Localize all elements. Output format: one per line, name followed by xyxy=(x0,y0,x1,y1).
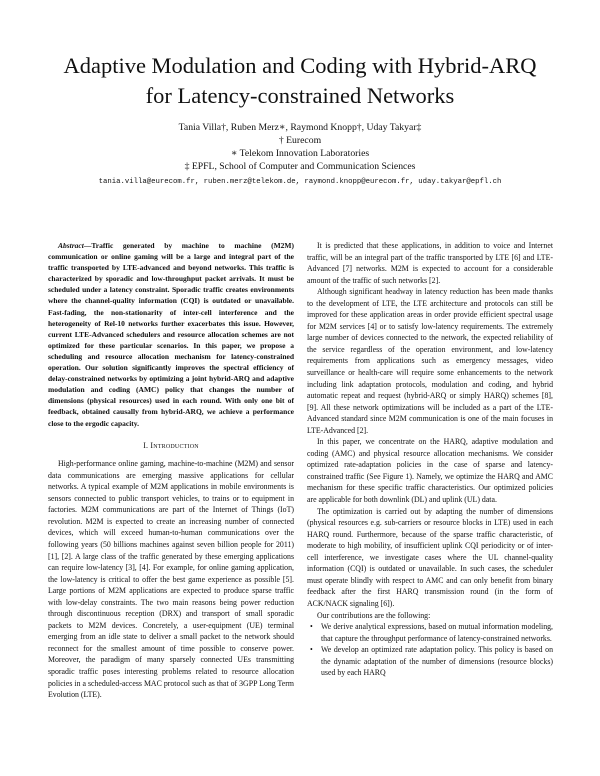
right-paragraph-1: It is predicted that these applications, in addition to voice and Internet traffic, will be an integral part of the traffic transported by LTE [6] and LTE-Advanced [7] networks. M2M is expected to account for a considerable amount of the traffic of such networks [2]. xyxy=(307,241,553,285)
bullet-icon: • xyxy=(310,645,313,655)
bullet-text: We develop an optimized rate adaptation policy. This policy is based on the dynamic adaptation of the number of dimensions (resource blocks) used by each HARQ xyxy=(321,645,553,678)
contributions-list xyxy=(307,621,553,679)
abstract-text: —Traffic generated by machine to machine (M2M) communication or online gaming will be a large and integral part of the traffic transported by LTE-advanced and beyond networks. This traffic is characterized by sporadic and low-throughput packet arrivals. It must be scheduled under a latency constraint. Sporadic traffic creates environments where the channel-quality information (CQI) is outdated or unavailable. Fast-fading, the non-stationarity of inter-cell interference and the heterogeneity of Rel-10 networks further exacerbates this issue. However, current LTE-Advanced schedulers and resource allocation schemes are not optimized for these particular scenarios. In this paper, we propose a scheduling and resource allocation mechanism for latency-constrained operation. Our solution significantly improves the spectral efficiency of delay-constrained networks by optimizing a joint hybrid-ARQ and adaptive modulation and coding (AMC) policy that changes the number of dimensions (physical resources) used in each round. With only one bit of feedback, obtained causally from hybrid-ARQ, we achieve a performance close to the ergodic capacity. xyxy=(48,241,294,428)
right-column xyxy=(307,240,553,679)
author-block xyxy=(20,121,580,189)
right-paragraph-4: The optimization is carried out by adapting the number of dimensions (physical resources e.g. sub-carriers or resource blocks in LTE) used in each HARQ round. Furthermore, because of the sparse traffic characteristic, of moderate to high mobility, of insufficient uplink CQI periodicity or of inter-cell interference, we investigate cases where the UL channel-quality information (CQI) is outdated or unavailable. In such cases, the scheduler must operate blindly with respect to AMC and can only benefit from binary feedback after the first HARQ transmission round (in the form of ACK/NACK signaling [6]). xyxy=(307,506,553,608)
list-item xyxy=(307,644,553,679)
title-line-1: Adaptive Modulation and Coding with Hybrid-ARQ xyxy=(63,53,537,78)
bullet-icon: • xyxy=(310,622,313,632)
abstract xyxy=(48,240,294,429)
contributions-intro: Our contributions are the following: xyxy=(317,610,431,620)
bullet-text: We derive analytical expressions, based on mutual information modeling, that capture the throughput performance of latency-constrained networks. xyxy=(321,622,553,643)
section-number: I. xyxy=(143,440,149,450)
author-emails: tania.villa@eurecom.fr, ruben.merz@telekom.de, raymond.knopp@eurecom.fr, uday.takyar@epfl.ch xyxy=(98,178,502,186)
intro-paragraph-1: High-performance online gaming, machine-to-machine (M2M) and sensor data communications are emerging massive applications for cellular networks. A typical example of M2M applications in mobile environments is sensors connected to public transport vehicles, to trains or to equipment in factories. M2M communications are part of the Internet of Things (IoT) revolution. M2M is expected to create an increasing number of connected devices, which will exceed human-to-human communications over the following years (50 billions machines against seven billion people for 2011) [1], [2]. A large class of the traffic generated by these emerging applications can require low-latency [3], [4]. For example, for online gaming application, the low-latency is critical to offer the best game experience as possible [5]. Large portions of M2M applications are expected to produce sparse traffic with low-delay constraints. The two main reasons being power reduction through discontinuous reception (DRX) and transport of small sporadic packets to M2M devices. Concretely, a user-equipment (UE) terminal emerging from an idle state to deliver a small packet to the network should reconnect for the smallest amount of time possible to conserve power. Moreover, the paradigm of many sparsely connected UEs transmitting sporadic traffic poses interesting problems related to resource allocation policies in a scheduled-access MAC protocol such as that of 3GPP Long Term Evolution (LTE). xyxy=(48,459,294,700)
left-column xyxy=(48,240,294,701)
author-names: Tania Villa†, Ruben Merz∗, Raymond Knopp†, Uday Takyar‡ xyxy=(178,122,422,133)
right-paragraph-2: Although significant headway in latency reduction has been made thanks to the development of LTE, the LTE architecture and protocols can still be improved for these application areas in order provide efficient spectral usage for M2M services [4] or to satisfy low-latency requirements. The extremely large number of devices connected to the network, the expected reliability of the service regardless of the operation environment, and low-latency requirements from applications such as emergency messages, video surveillance or health-care will require some enhancements to the network including link adaptation protocols, modulation and coding, and hybrid automatic repeat and request (hybrid-ARQ or simply HARQ) schemes [8], [9]. All these network optimizations will be included as a part of the LTE-Advanced standard since M2M communication is one of the main focuses in LTE-Advanced [2]. xyxy=(307,287,553,435)
paper-title xyxy=(20,51,580,111)
list-item xyxy=(307,621,553,644)
section-title: Introduction xyxy=(150,440,199,450)
affiliation-telekom: ∗ Telekom Innovation Laboratories xyxy=(230,148,370,159)
affiliation-epfl: ‡ EPFL, School of Computer and Communication Sciences xyxy=(184,161,416,172)
section-heading-introduction xyxy=(48,440,294,452)
abstract-label: Abstract xyxy=(58,241,84,250)
affiliation-eurecom: † Eurecom xyxy=(278,135,322,146)
title-line-2: for Latency-constrained Networks xyxy=(145,83,455,108)
right-paragraph-3: In this paper, we concentrate on the HARQ, adaptive modulation and coding (AMC) and physical resource allocation mechanisms. We consider optimized rate-adaptation policies in the case of sparse and latency-constrained traffic (See Figure 1). Namely, we optimize the HARQ and AMC mechanism for these specific traffic characteristics. Our optimized policies are applicable for both downlink (DL) and uplink (UL) data. xyxy=(307,437,553,505)
